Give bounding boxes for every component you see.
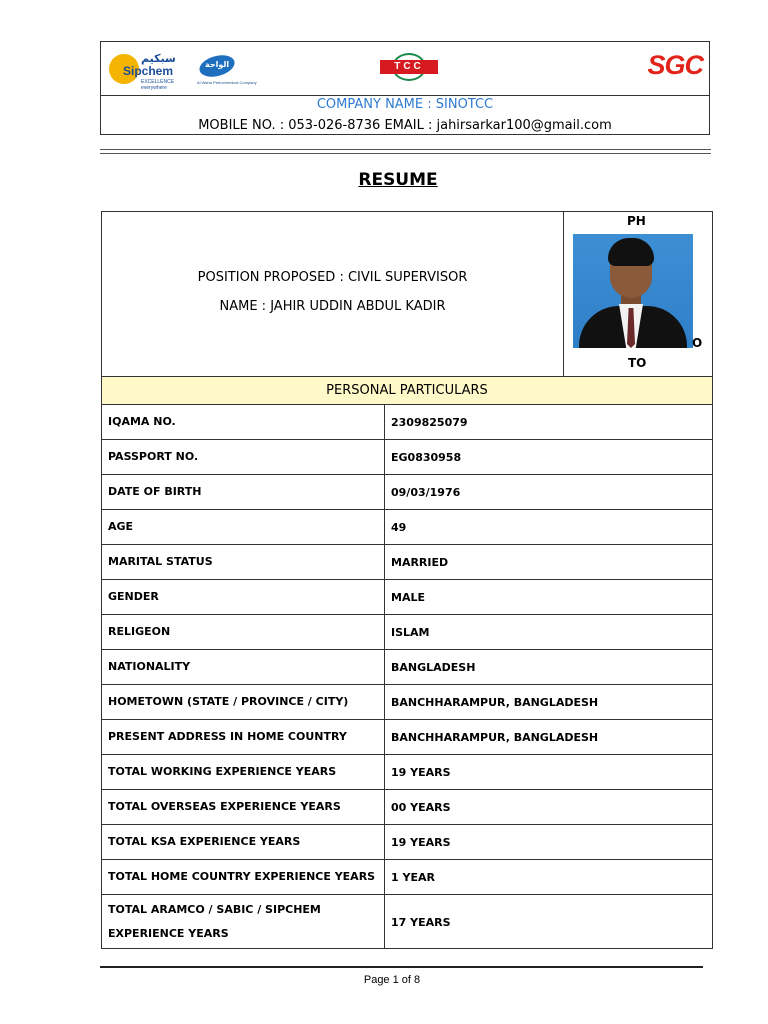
page-number: Page 1 of 8 <box>363 974 421 986</box>
table-row <box>102 580 712 615</box>
sipchem-logo <box>109 50 199 91</box>
table-row <box>102 510 712 545</box>
table-row <box>102 720 712 755</box>
row-label: TOTAL WORKING EXPERIENCE YEARS <box>102 755 385 789</box>
photo-label-top: PH <box>627 214 646 228</box>
table-row <box>102 825 712 860</box>
row-label: TOTAL OVERSEAS EXPERIENCE YEARS <box>102 790 385 824</box>
row-label: TOTAL ARAMCO / SABIC / SIPCHEM EXPERIENCE YEARS <box>102 895 385 949</box>
row-label: TOTAL KSA EXPERIENCE YEARS <box>102 825 385 859</box>
page-title: RESUME <box>358 170 438 190</box>
table-row <box>102 650 712 685</box>
logo-row <box>101 42 709 96</box>
photo-label-bottom: TO <box>628 356 647 370</box>
row-label: RELIGEON <box>102 615 385 649</box>
candidate-photo <box>573 234 693 348</box>
row-value: MALE <box>391 590 425 604</box>
tcc-wordmark: TCC <box>380 60 438 74</box>
row-value: 09/03/1976 <box>391 485 461 499</box>
position-cell <box>102 212 564 376</box>
row-label: DATE OF BIRTH <box>102 475 385 509</box>
sipchem-arabic-text: سبكيم <box>141 52 176 65</box>
sipchem-tagline: EXCELLENCE everywhere <box>141 79 175 91</box>
row-value: 19 YEARS <box>391 765 451 779</box>
footer-divider <box>100 966 703 968</box>
alwaha-logo <box>195 50 257 88</box>
row-label: MARITAL STATUS <box>102 545 385 579</box>
table-row <box>102 475 712 510</box>
row-value: BANGLADESH <box>391 660 476 674</box>
table-row <box>102 685 712 720</box>
tcc-logo <box>380 53 438 81</box>
row-label: AGE <box>102 510 385 544</box>
row-value: 49 <box>391 520 407 534</box>
table-row <box>102 755 712 790</box>
row-label: PRESENT ADDRESS IN HOME COUNTRY <box>102 720 385 754</box>
table-row <box>102 405 712 440</box>
row-label: HOMETOWN (STATE / PROVINCE / CITY) <box>102 685 385 719</box>
header-divider <box>100 149 711 154</box>
photo-label-mid: O <box>692 336 703 350</box>
row-value: 19 YEARS <box>391 835 451 849</box>
letterhead <box>100 41 710 135</box>
row-value: 00 YEARS <box>391 800 451 814</box>
resume-table <box>101 211 713 949</box>
row-value: 1 YEAR <box>391 870 435 884</box>
photo-hair <box>608 238 654 266</box>
row-value: BANCHHARAMPUR, BANGLADESH <box>391 695 599 709</box>
table-row <box>102 440 712 475</box>
row-value: EG0830958 <box>391 450 462 464</box>
alwaha-arabic-text: الواحة <box>205 60 230 69</box>
table-row <box>102 545 712 580</box>
row-value: MARRIED <box>391 555 449 569</box>
row-value: ISLAM <box>391 625 430 639</box>
photo-cell <box>564 212 712 376</box>
table-row <box>102 790 712 825</box>
row-label: TOTAL HOME COUNTRY EXPERIENCE YEARS <box>102 860 385 894</box>
particulars-rows <box>102 405 712 949</box>
row-value: 2309825079 <box>391 415 468 429</box>
section-header: PERSONAL PARTICULARS <box>102 376 712 405</box>
row-label: IQAMA NO. <box>102 405 385 439</box>
table-row <box>102 615 712 650</box>
sgc-logo: SGC <box>647 50 703 80</box>
row-label: PASSPORT NO. <box>102 440 385 474</box>
row-value: BANCHHARAMPUR, BANGLADESH <box>391 730 599 744</box>
candidate-name: NAME : JAHIR UDDIN ABDUL KADIR <box>219 299 446 314</box>
alwaha-subtitle: Al Waha Petrochemical Company <box>197 80 257 85</box>
table-row <box>102 860 712 895</box>
contact-info: MOBILE NO. : 053-026-8736 EMAIL : jahirsarkar100@gmail.com <box>198 118 612 133</box>
row-value: 17 YEARS <box>391 915 451 929</box>
row-label: GENDER <box>102 580 385 614</box>
row-label: NATIONALITY <box>102 650 385 684</box>
sipchem-wordmark: Sipchem <box>123 64 174 78</box>
position-proposed: POSITION PROPOSED : CIVIL SUPERVISOR <box>197 270 468 285</box>
company-name: COMPANY NAME : SINOTCC <box>316 97 494 112</box>
table-row <box>102 895 712 949</box>
profile-section <box>102 212 712 376</box>
